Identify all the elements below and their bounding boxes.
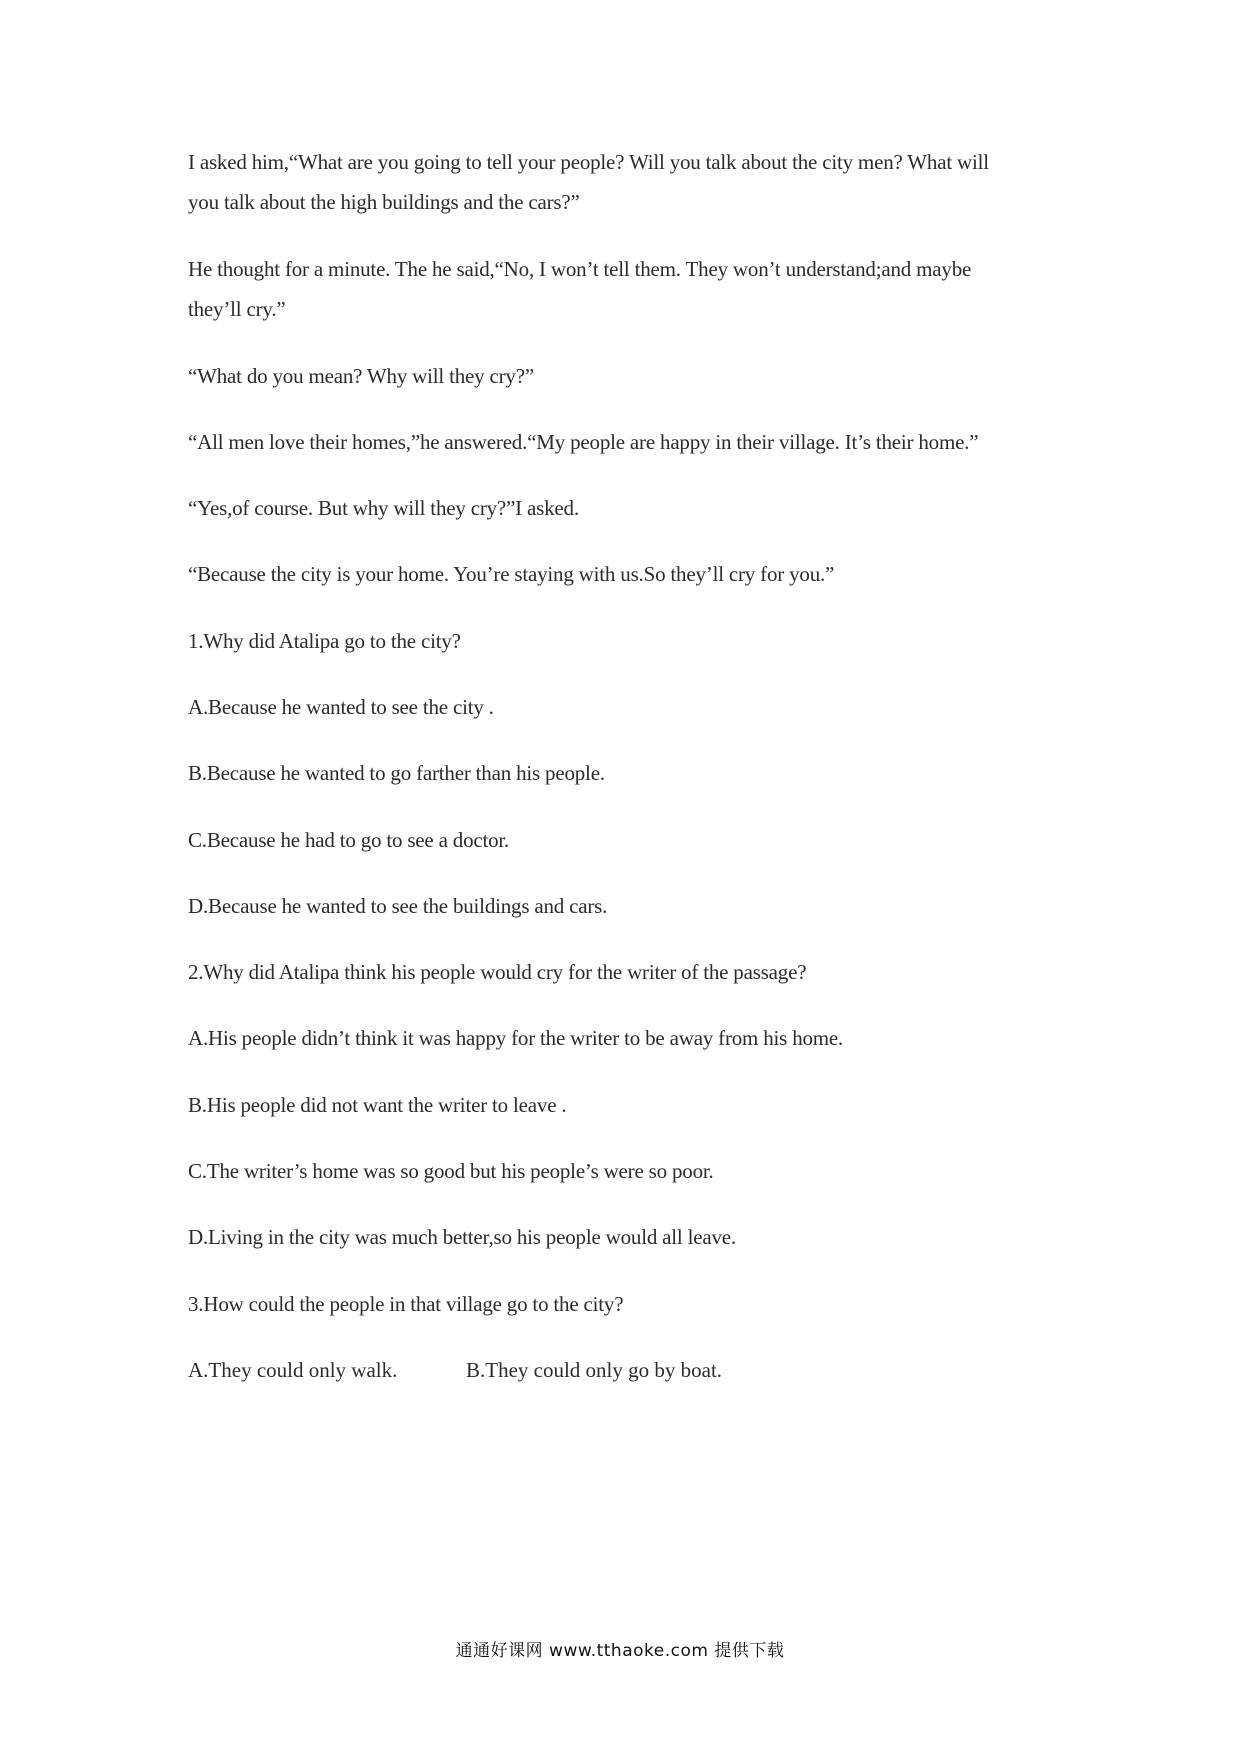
- answer-option: C.Because he had to go to see a doctor.: [188, 828, 510, 852]
- answer-option: C.The writer’s home was so good but his people’s were so poor.: [188, 1159, 714, 1183]
- answer-options-row: [188, 1356, 723, 1384]
- question-stem: 2.Why did Atalipa think his people would cry for the writer of the passage?: [188, 960, 807, 984]
- passage-line: they’ll cry.”: [188, 297, 286, 321]
- answer-option: D.Living in the city was much better,so his people would all leave.: [188, 1225, 736, 1249]
- question-stem: 3.How could the people in that village go to the city?: [188, 1292, 624, 1316]
- answer-option: A.Because he wanted to see the city .: [188, 695, 494, 719]
- answer-option: B.They could only go by boat.: [466, 1358, 723, 1382]
- answer-option: D.Because he wanted to see the buildings and cars.: [188, 894, 608, 918]
- answer-option: B.Because he wanted to go farther than his people.: [188, 761, 605, 785]
- passage-line: I asked him,“What are you going to tell your people? Will you talk about the city men? What will: [188, 150, 989, 174]
- passage-line: you talk about the high buildings and the cars?”: [188, 190, 580, 214]
- answer-option: B.His people did not want the writer to leave .: [188, 1093, 567, 1117]
- passage-line: “What do you mean? Why will they cry?”: [188, 364, 534, 388]
- answer-option: A.His people didn’t think it was happy for the writer to be away from his home.: [188, 1026, 844, 1050]
- passage-line: “Yes,of course. But why will they cry?”I asked.: [188, 496, 579, 520]
- page-footer: 通通好课网 www.tthaoke.com 提供下载: [455, 1641, 785, 1661]
- passage-line: He thought for a minute. The he said,“No, I won’t tell them. They won’t understand;and maybe: [188, 257, 972, 281]
- passage-line: “All men love their homes,”he answered.“My people are happy in their village. It’s their home.”: [188, 430, 979, 454]
- passage-line: “Because the city is your home. You’re staying with us.So they’ll cry for you.”: [188, 562, 835, 586]
- question-stem: 1.Why did Atalipa go to the city?: [188, 629, 461, 653]
- answer-option: A.They could only walk.: [188, 1358, 398, 1382]
